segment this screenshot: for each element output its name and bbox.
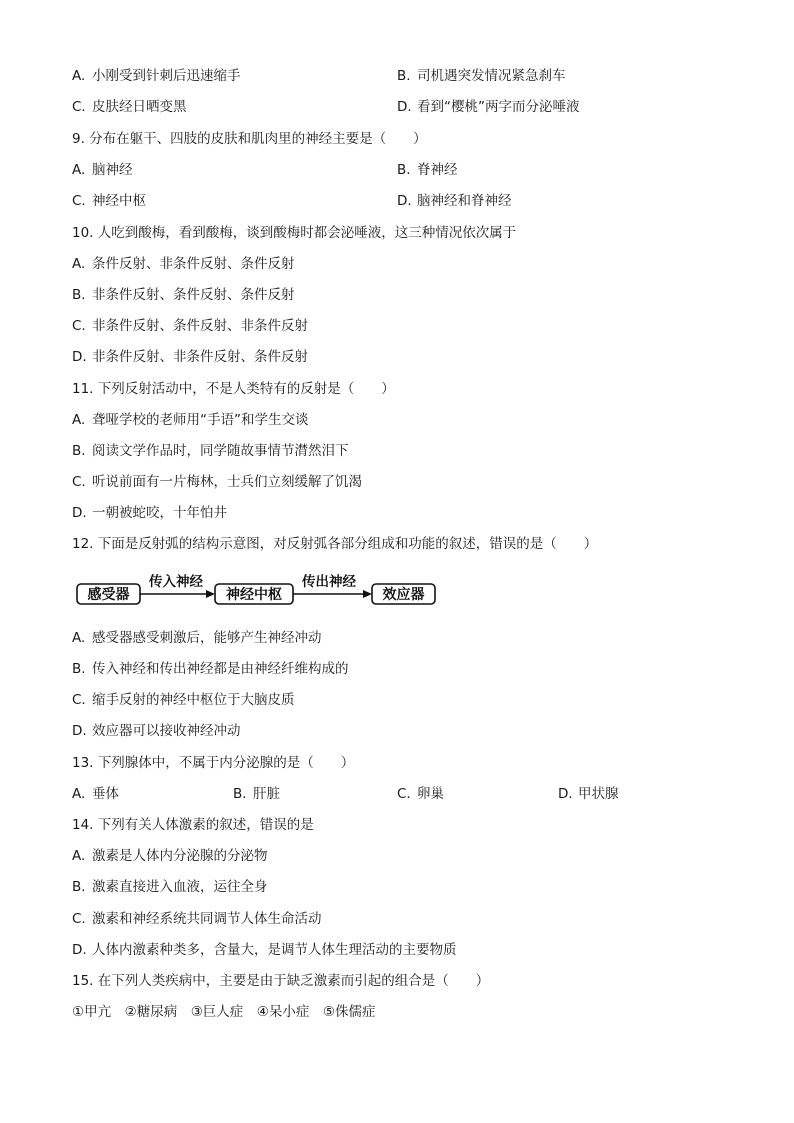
q11-option-b: B. 阅读文学作品时，同学随故事情节潸然泪下 — [72, 443, 349, 459]
reflex-arc-diagram — [72, 570, 442, 614]
afferent-nerve-label: 传入神经 — [149, 574, 203, 590]
effector-label: 效应器 — [382, 587, 425, 603]
q9-option-d: D. 脑神经和脊神经 — [397, 193, 512, 209]
q13-stem: 13. 下列腺体中，不属于内分泌腺的是（ ） — [72, 755, 355, 771]
q8-option-d: D. 看到“樱桃”两字而分泌唾液 — [397, 99, 580, 115]
q14-option-a: A. 激素是人体内分泌腺的分泌物 — [72, 848, 268, 864]
q10-option-b: B. 非条件反射、条件反射、条件反射 — [72, 287, 295, 303]
q8-option-b: B. 司机遇突发情况紧急刹车 — [397, 68, 566, 84]
q12-option-b: B. 传入神经和传出神经都是由神经纤维构成的 — [72, 661, 349, 677]
q8-option-a: A. 小刚受到针刺后迅速缩手 — [72, 68, 241, 84]
q11-stem: 11. 下列反射活动中，不是人类特有的反射是（ ） — [72, 381, 395, 397]
q14-option-d: D. 人体内激素种类多，含量大，是调节人体生理活动的主要物质 — [72, 942, 457, 958]
q8-option-c: C. 皮肤经日晒变黑 — [72, 99, 187, 115]
q12-stem: 12. 下面是反射弧的结构示意图，对反射弧各部分组成和功能的叙述，错误的是（ ） — [72, 536, 598, 552]
q9-stem: 9. 分布在躯干、四肢的皮肤和肌肉里的神经主要是（ ） — [72, 131, 427, 147]
receptor-label: 感受器 — [87, 587, 130, 603]
afferent-arrowhead-icon — [206, 590, 215, 598]
q10-option-c: C. 非条件反射、条件反射、非条件反射 — [72, 318, 308, 334]
q12-option-d: D. 效应器可以接收神经冲动 — [72, 723, 241, 739]
q9-option-a: A. 脑神经 — [72, 162, 133, 178]
q14-stem: 14. 下列有关人体激素的叙述，错误的是 — [72, 817, 314, 833]
q11-option-d: D. 一朝被蛇咬，十年怕井 — [72, 505, 227, 521]
efferent-arrowhead-icon — [363, 590, 372, 598]
q12-option-a: A. 感受器感受刺激后，能够产生神经冲动 — [72, 630, 322, 646]
q9-option-b: B. 脊神经 — [397, 162, 458, 178]
q10-option-d: D. 非条件反射、非条件反射、条件反射 — [72, 349, 308, 365]
q12-option-c: C. 缩手反射的神经中枢位于大脑皮质 — [72, 692, 295, 708]
nerve-center-label: 神经中枢 — [226, 587, 282, 603]
q14-option-b: B. 激素直接进入血液，运往全身 — [72, 879, 268, 895]
q13-option-a: A. 垂体 — [72, 786, 119, 802]
q13-option-b: B. 肝脏 — [233, 786, 280, 802]
q15-items: ①甲亢 ②糖尿病 ③巨人症 ④呆小症 ⑤侏儒症 — [72, 1004, 376, 1020]
q9-option-c: C. 神经中枢 — [72, 193, 146, 209]
q10-option-a: A. 条件反射、非条件反射、条件反射 — [72, 256, 295, 272]
q15-stem: 15. 在下列人类疾病中，主要是由于缺乏激素而引起的组合是（ ） — [72, 973, 490, 989]
q13-option-c: C. 卵巢 — [397, 786, 444, 802]
q10-stem: 10. 人吃到酸梅，看到酸梅，谈到酸梅时都会泌唾液，这三种情况依次属于 — [72, 225, 517, 241]
q14-option-c: C. 激素和神经系统共同调节人体生命活动 — [72, 911, 322, 927]
q11-option-a: A. 聋哑学校的老师用“手语”和学生交谈 — [72, 412, 309, 428]
efferent-nerve-label: 传出神经 — [302, 574, 356, 590]
q11-option-c: C. 听说前面有一片梅林，士兵们立刻缓解了饥渴 — [72, 474, 362, 490]
q13-option-d: D. 甲状腺 — [558, 786, 619, 802]
